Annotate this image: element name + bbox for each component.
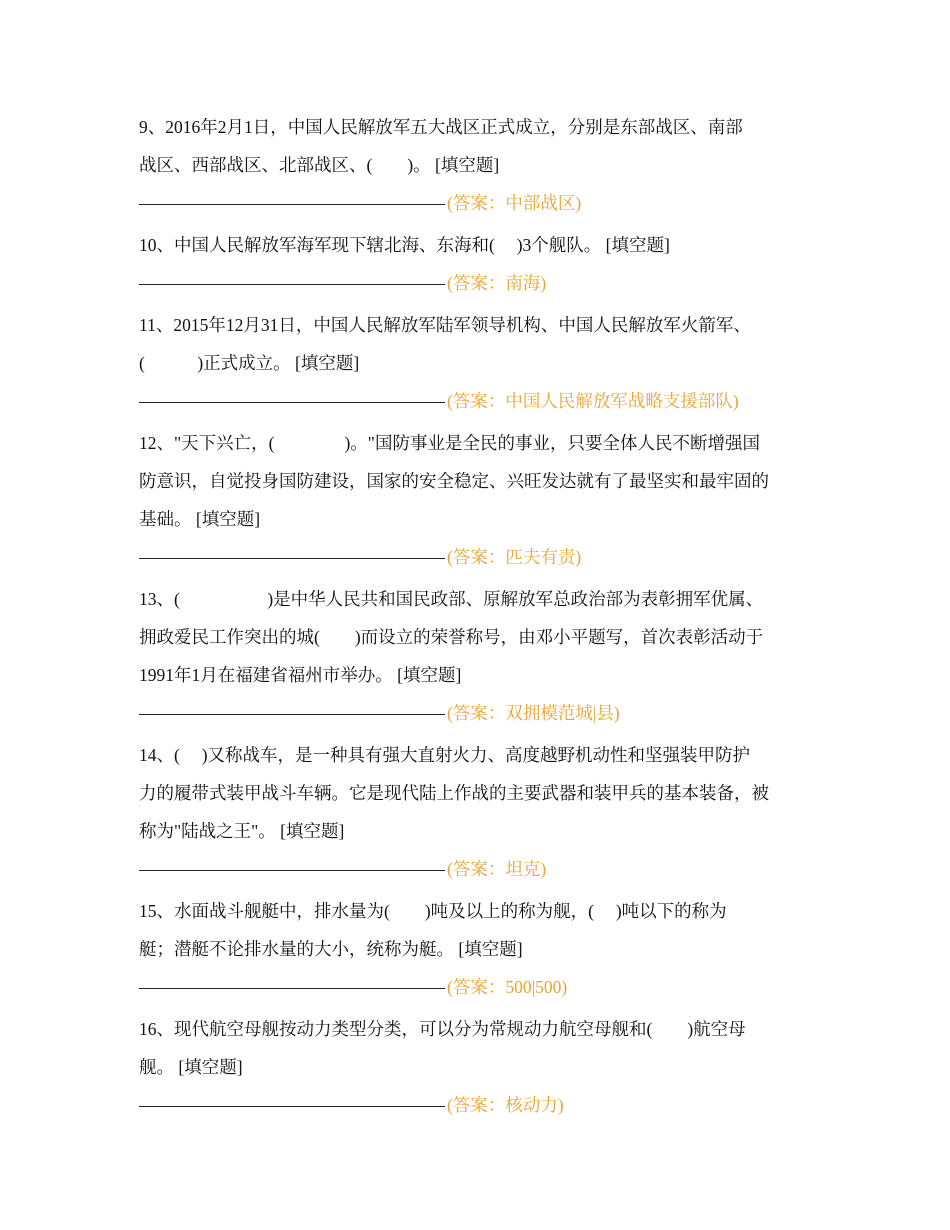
answer-text: (答案：中部战区) (447, 193, 582, 213)
answer-blank-field[interactable] (139, 203, 445, 205)
answer-text: (答案：南海) (447, 273, 547, 293)
question-block (139, 424, 815, 576)
answer-line (139, 694, 815, 732)
answer-blank-field[interactable] (139, 401, 445, 403)
question-text-line: 10、中国人民解放军海军现下辖北海、东海和( )3个舰队。 [填空题] (139, 235, 670, 255)
answer-line (139, 382, 815, 420)
question-text-line: 基础。 [填空题] (139, 509, 261, 529)
answer-blank-field[interactable] (139, 557, 445, 559)
question-block (139, 108, 815, 222)
answer-line (139, 264, 815, 302)
question-text-line: 拥政爱民工作突出的城( )而设立的荣誉称号，由邓小平题写，首次表彰活动于 (139, 627, 764, 647)
answer-blank-field[interactable] (139, 283, 445, 285)
answer-blank-field[interactable] (139, 987, 445, 989)
answer-blank-field[interactable] (139, 869, 445, 871)
answer-text: (答案：双拥模范城|县) (447, 703, 620, 723)
answer-line (139, 184, 815, 222)
answer-text: (答案：坦克) (447, 859, 547, 879)
question-text-line: 1991年1月在福建省福州市举办。 [填空题] (139, 665, 462, 685)
document-page (139, 108, 815, 1128)
answer-line (139, 968, 815, 1006)
question-text-line: 艇；潜艇不论排水量的大小，统称为艇。 [填空题] (139, 939, 523, 959)
question-block (139, 580, 815, 732)
question-text-line: 9、2016年2月1日，中国人民解放军五大战区正式成立，分别是东部战区、南部 (139, 117, 743, 137)
question-text-line: 16、现代航空母舰按动力类型分类，可以分为常规动力航空母舰和( )航空母 (139, 1019, 746, 1039)
answer-text: (答案：中国人民解放军战略支援部队) (447, 391, 739, 411)
answer-blank-field[interactable] (139, 713, 445, 715)
question-text-line: ( )正式成立。 [填空题] (139, 353, 360, 373)
question-text-line: 13、( )是中华人民共和国民政部、原解放军总政治部为表彰拥军优属、 (139, 589, 764, 609)
question-text-line: 11、2015年12月31日，中国人民解放军陆军领导机构、中国人民解放军火箭军、 (139, 315, 751, 335)
question-text-line: 力的履带式装甲战斗车辆。它是现代陆上作战的主要武器和装甲兵的基本装备，被 (139, 783, 769, 803)
question-text-line: 14、( )又称战车，是一种具有强大直射火力、高度越野机动性和坚强装甲防护 (139, 745, 751, 765)
question-text-line: 防意识，自觉投身国防建设，国家的安全稳定、兴旺发达就有了最坚实和最牢固的 (139, 471, 769, 491)
question-block (139, 892, 815, 1006)
answer-text: (答案：匹夫有责) (447, 547, 582, 567)
answer-text: (答案：核动力) (447, 1095, 564, 1115)
answer-text: (答案：500|500) (447, 977, 568, 997)
question-text-line: 12、"天下兴亡，( )。"国防事业是全民的事业，只要全体人民不断增强国 (139, 433, 760, 453)
answer-line (139, 1086, 815, 1124)
question-block (139, 1010, 815, 1124)
question-block (139, 226, 815, 302)
answer-line (139, 538, 815, 576)
question-text-line: 战区、西部战区、北部战区、( )。 [填空题] (139, 155, 500, 175)
answer-blank-field[interactable] (139, 1105, 445, 1107)
question-text-line: 15、水面战斗舰艇中，排水量为( )吨及以上的称为舰，( )吨以下的称为 (139, 901, 727, 921)
question-text-line: 舰。 [填空题] (139, 1057, 243, 1077)
answer-line (139, 850, 815, 888)
question-block (139, 736, 815, 888)
question-block (139, 306, 815, 420)
question-text-line: 称为"陆战之王"。 [填空题] (139, 821, 345, 841)
